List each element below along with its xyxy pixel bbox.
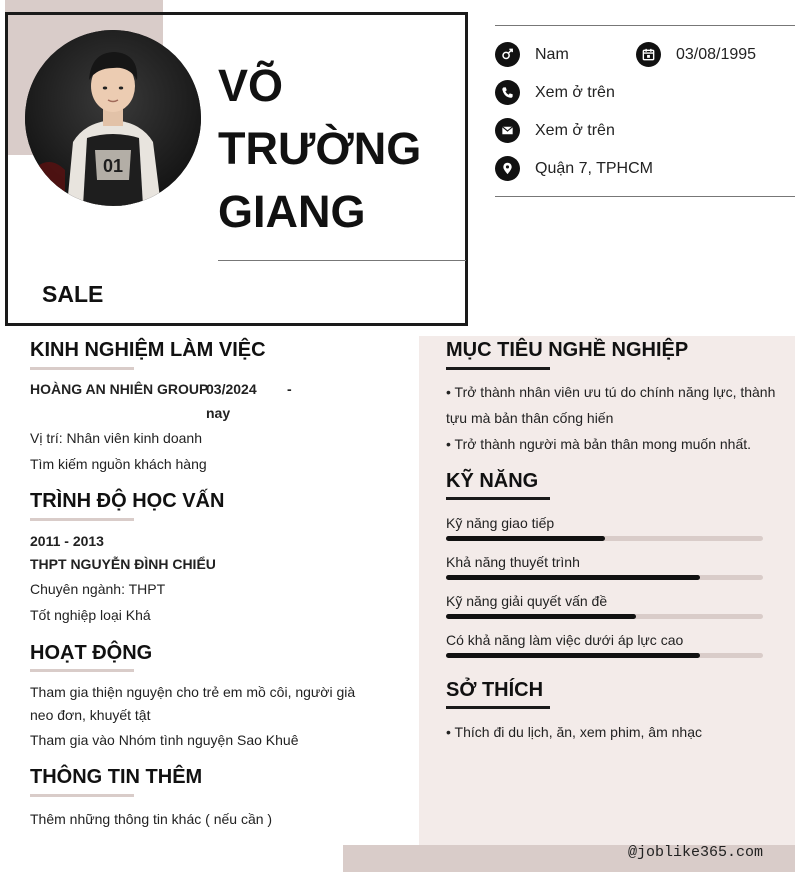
skill-bar-fill bbox=[446, 653, 700, 658]
gender-icon bbox=[495, 42, 520, 67]
company-name: HOÀNG AN NHIÊN GROUP bbox=[30, 381, 209, 397]
email-value: Xem ở trên bbox=[535, 121, 615, 139]
objective-line: • Trở thành người mà bản thân mong muốn nhất. bbox=[446, 436, 752, 452]
phone-icon bbox=[495, 80, 520, 105]
extra-info-text: Thêm những thông tin khác ( nếu cần ) bbox=[30, 811, 273, 827]
name-divider bbox=[218, 260, 466, 261]
date-end: nay bbox=[206, 405, 231, 421]
objective-line: • Trở thành nhân viên ưu tú do chính năng lực, thành bbox=[446, 384, 776, 400]
location-icon bbox=[495, 156, 520, 181]
address-value: Quận 7, TPHCM bbox=[535, 159, 653, 177]
activity-line: Tham gia thiện nguyện cho trẻ em mồ côi, người già bbox=[30, 684, 356, 700]
skill-bar-fill bbox=[446, 614, 636, 619]
hobbies-heading: SỞ THÍCH bbox=[446, 679, 544, 701]
skills-heading: KỸ NĂNG bbox=[446, 470, 539, 492]
skill-label: Kỹ năng giải quyết vấn đề bbox=[446, 593, 608, 609]
hobbies-text: • Thích đi du lịch, ăn, xem phim, âm nhạc bbox=[446, 724, 702, 740]
extra-info-heading: THÔNG TIN THÊM bbox=[30, 766, 203, 788]
activity-line: neo đơn, khuyết tật bbox=[30, 707, 151, 723]
phone-value: Xem ở trên bbox=[535, 83, 615, 101]
experience-heading: KINH NGHIỆM LÀM VIỆC bbox=[30, 339, 266, 361]
contact-address bbox=[495, 156, 653, 181]
objective-underline bbox=[446, 367, 550, 370]
experience-line: Tìm kiếm nguồn khách hàng bbox=[30, 456, 207, 472]
calendar-icon bbox=[636, 42, 661, 67]
mail-icon bbox=[495, 118, 520, 143]
skill-bar-fill bbox=[446, 536, 605, 541]
skill-bar-fill bbox=[446, 575, 700, 580]
candidate-name bbox=[218, 54, 421, 243]
gender-value: Nam bbox=[535, 45, 569, 63]
name-line-1: VÕ bbox=[218, 60, 284, 111]
objective-heading: MỤC TIÊU NGHỀ NGHIỆP bbox=[446, 339, 689, 361]
job-title: SALE bbox=[42, 281, 104, 307]
contact-divider-top bbox=[495, 25, 795, 26]
date-start: 03/2024 bbox=[206, 381, 257, 397]
activities-underline bbox=[30, 669, 134, 672]
skill-bar bbox=[446, 536, 763, 541]
avatar bbox=[25, 30, 201, 206]
education-line: Tốt nghiệp loại Khá bbox=[30, 607, 151, 623]
education-underline bbox=[30, 518, 134, 521]
experience-line: Vị trí: Nhân viên kinh doanh bbox=[30, 430, 202, 446]
contact-birthday bbox=[636, 42, 756, 67]
birthday-value: 03/08/1995 bbox=[676, 45, 757, 63]
skill-label: Khả năng thuyết trình bbox=[446, 554, 580, 570]
skills-underline bbox=[446, 497, 550, 500]
education-heading: TRÌNH ĐỘ HỌC VẤN bbox=[30, 490, 225, 512]
name-line-2: TRƯỜNG bbox=[218, 123, 422, 174]
objective-line: tựu mà bản thân cống hiến bbox=[446, 410, 614, 426]
contact-email bbox=[495, 118, 615, 143]
school-name: THPT NGUYỄN ĐÌNH CHIỂU bbox=[30, 556, 216, 572]
experience-underline bbox=[30, 367, 134, 370]
contact-divider-bottom bbox=[495, 196, 795, 197]
name-line-3: GIANG bbox=[218, 186, 366, 237]
skill-bar bbox=[446, 653, 763, 658]
extra-info-underline bbox=[30, 794, 134, 797]
watermark: @joblike365.com bbox=[628, 844, 764, 861]
education-line: Chuyên ngành: THPT bbox=[30, 581, 166, 597]
skill-bar bbox=[446, 614, 763, 619]
date-dash: - bbox=[287, 381, 292, 397]
skill-label: Có khả năng làm việc dưới áp lực cao bbox=[446, 632, 684, 648]
contact-gender bbox=[495, 42, 569, 67]
education-years: 2011 - 2013 bbox=[30, 533, 104, 549]
activity-line: Tham gia vào Nhóm tình nguyện Sao Khuê bbox=[30, 732, 299, 748]
skill-label: Kỹ năng giao tiếp bbox=[446, 515, 555, 531]
activities-heading: HOẠT ĐỘNG bbox=[30, 642, 153, 664]
svg-text:01: 01 bbox=[102, 156, 124, 176]
contact-phone bbox=[495, 80, 615, 105]
skill-bar bbox=[446, 575, 763, 580]
hobbies-underline bbox=[446, 706, 550, 709]
